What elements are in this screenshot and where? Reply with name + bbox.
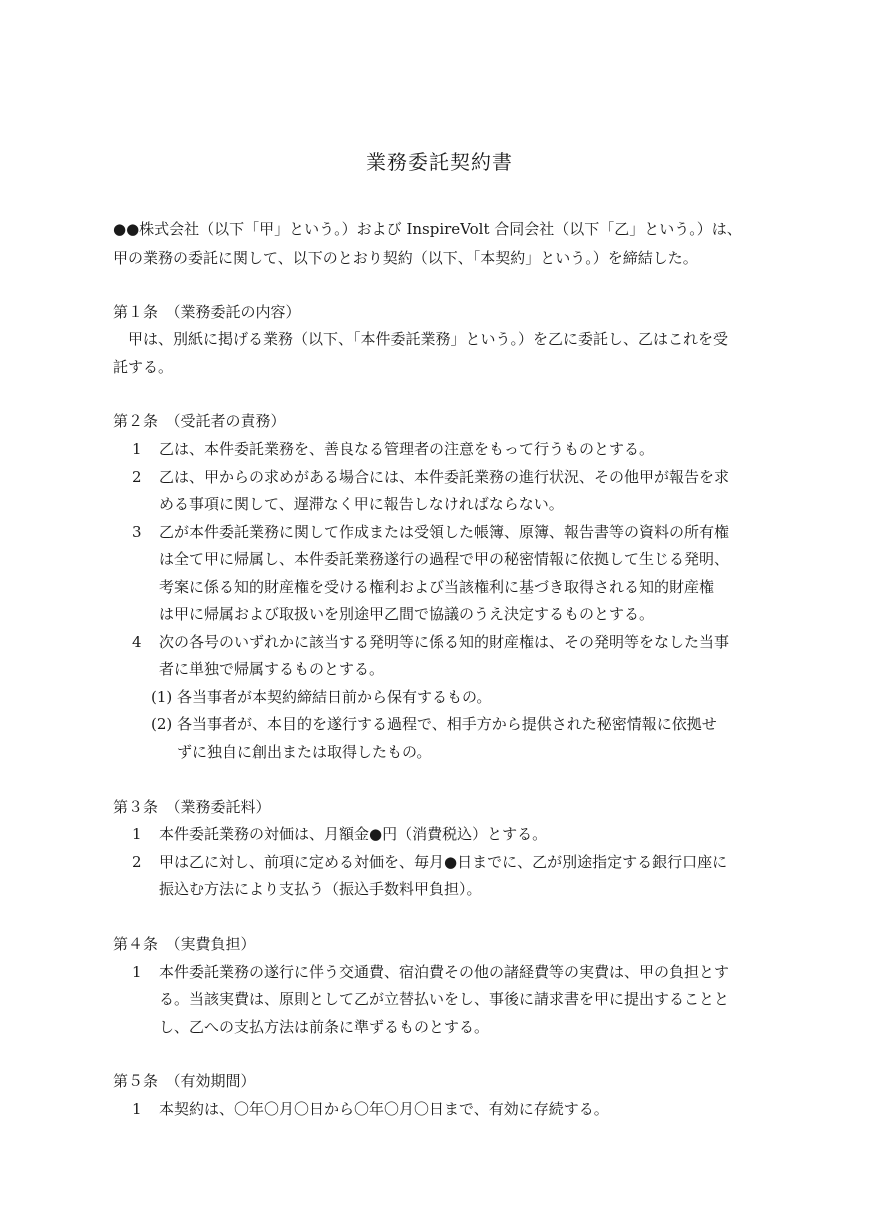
preamble-line-1: ●●株式会社（以下「甲」という。）および InspireVolt 合同会社（以下「乙」という。）は、 — [113, 220, 742, 238]
article4-item-1-number: 1 — [132, 963, 142, 981]
article3-item-2-line-2: 振込む方法により支払う（振込手数料甲負担）。 — [159, 880, 482, 898]
document-title: 業務委託契約書 — [366, 150, 513, 174]
article2-item-4-number: 4 — [132, 633, 142, 651]
article2-subitem-2-line-1: 各当事者が、本目的を遂行する過程で、相手方から提供された秘密情報に依拠せ — [177, 715, 717, 733]
article5-heading: 第５条 （有効期間） — [113, 1072, 256, 1090]
article5-item-1-number: 1 — [132, 1100, 142, 1118]
article3-heading: 第３条 （業務委託料） — [113, 798, 271, 816]
article3-item-2-number: 2 — [132, 853, 142, 871]
article2-item-3-line-2: は全て甲に帰属し、本件委託業務遂行の過程で甲の秘密情報に依拠して生じる発明、 — [159, 550, 730, 568]
article2-item-1-line-1: 乙は、本件委託業務を、善良なる管理者の注意をもって行うものとする。 — [159, 440, 655, 458]
article1-line-2: 託する。 — [113, 358, 174, 376]
article2-subitem-2-number: (2) — [151, 715, 173, 733]
preamble-line-2: 甲の業務の委託に関して、以下のとおり契約（以下、「本契約」という。）を締結した。 — [113, 249, 698, 267]
article2-item-2-line-1: 乙は、甲からの求めがある場合には、本件委託業務の進行状況、その他甲が報告を求 — [159, 468, 730, 486]
article2-item-3-line-1: 乙が本件委託業務に関して作成または受領した帳簿、原簿、報告書等の資料の所有権 — [159, 523, 730, 541]
article2-item-2-number: 2 — [132, 468, 142, 486]
article2-item-3-number: 3 — [132, 523, 142, 541]
article1-line-1: 甲は、別紙に掲げる業務（以下、「本件委託業務」という。）を乙に委託し、乙はこれを受 — [128, 330, 729, 348]
article4-item-1-line-3: し、乙への支払方法は前条に準ずるものとする。 — [159, 1018, 490, 1036]
article4-heading: 第４条 （実費負担） — [113, 935, 256, 953]
article1-heading: 第１条 （業務委託の内容） — [113, 303, 301, 321]
article2-heading: 第２条 （受託者の責務） — [113, 412, 286, 430]
article2-item-4-line-2: 者に単独で帰属するものとする。 — [159, 660, 385, 678]
article4-item-1-line-2: る。当該実費は、原則として乙が立替払いをし、事後に請求書を甲に提出することと — [159, 990, 730, 1008]
article2-item-1-number: 1 — [132, 440, 142, 458]
article2-subitem-1-line-1: 各当事者が本契約締結日前から保有するもの。 — [177, 688, 492, 706]
article2-item-3-line-4: は甲に帰属および取扱いを別途甲乙間で協議のうえ決定するものとする。 — [159, 605, 655, 623]
article3-item-1-line-1: 本件委託業務の対価は、月額金●円（消費税込）とする。 — [159, 825, 548, 843]
article3-item-2-line-1: 甲は乙に対し、前項に定める対価を、毎月●日までに、乙が別途指定する銀行口座に — [159, 853, 728, 871]
article4-item-1-line-1: 本件委託業務の遂行に伴う交通費、宿泊費その他の諸経費等の実費は、甲の負担とす — [159, 963, 730, 981]
article2-item-2-line-2: める事項に関して、遅滞なく甲に報告しなければならない。 — [159, 495, 564, 513]
article5-item-1-line-1: 本契約は、〇年〇月〇日から〇年〇月〇日まで、有効に存続する。 — [159, 1100, 609, 1118]
article2-item-4-line-1: 次の各号のいずれかに該当する発明等に係る知的財産権は、その発明等をなした当事 — [159, 633, 730, 651]
article2-subitem-1-number: (1) — [151, 688, 173, 706]
article3-item-1-number: 1 — [132, 825, 142, 843]
article2-subitem-2-line-2: ずに独自に創出または取得したもの。 — [177, 743, 432, 761]
article2-item-3-line-3: 考案に係る知的財産権を受ける権利および当該権利に基づき取得される知的財産権 — [159, 578, 715, 596]
